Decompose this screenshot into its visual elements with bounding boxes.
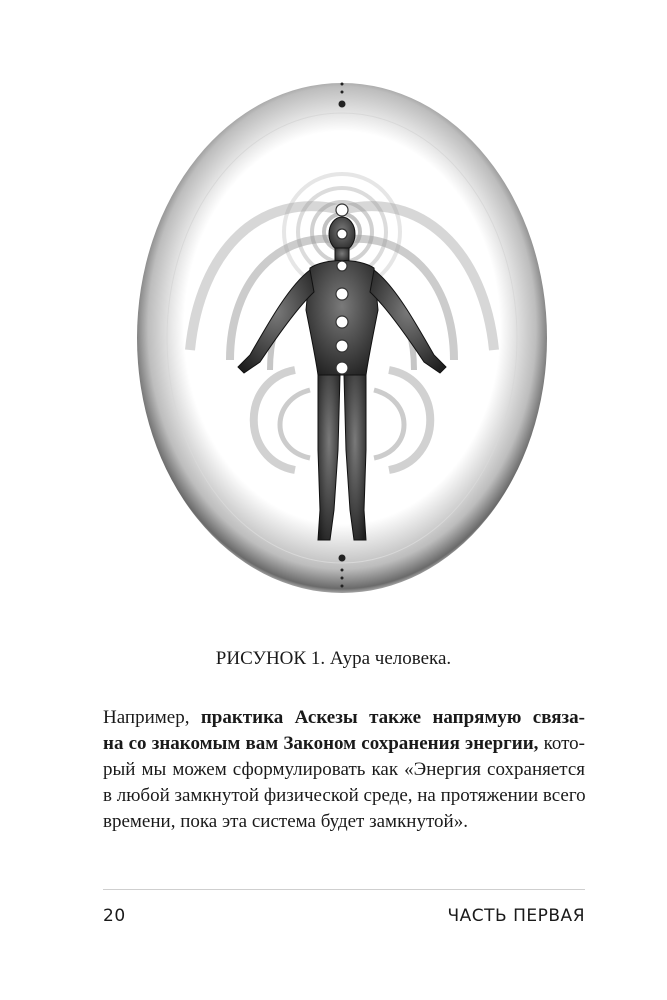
paragraph-line-2 [103,731,585,757]
footer-divider [103,889,585,890]
section-title: ЧАСТЬ ПЕРВАЯ [447,906,585,926]
aura-illustration [120,70,550,600]
paragraph-line-5: времени, пока эта система будет замкнутой». [103,811,468,832]
figure-caption: РИСУНОК 1. Аура человека. [215,648,452,669]
body-paragraph [103,705,585,835]
paragraph-line-4: в любой замкнутой физической среде, на протяжении всего [103,785,586,806]
paragraph-line-3: рый мы можем сформулировать как «Энергия сохраняется [103,759,585,780]
paragraph-text: кото- [538,733,585,754]
paragraph-bold-text: на со знакомым вам Законом сохранения энергии, [103,733,539,754]
paragraph-bold-text: практика Аскезы также напрямую связа- [200,707,585,728]
paragraph-text: Например, [103,707,201,728]
page-number: 20 [103,906,126,926]
paragraph-line-1 [103,705,585,731]
